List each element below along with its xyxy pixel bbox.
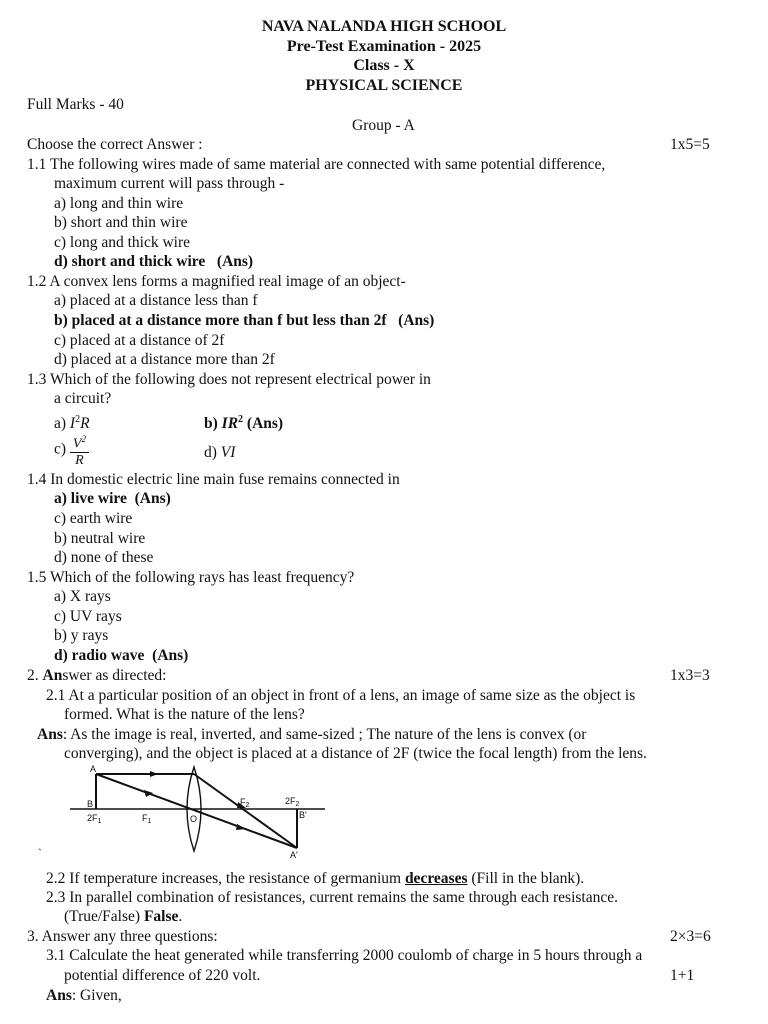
school-name: NAVA NALANDA HIGH SCHOOL bbox=[261, 18, 507, 35]
q2-3-prefix: (True/False) bbox=[64, 908, 144, 925]
q1-1-text: 1.1 The following wires made of same material are connected with same potential difference, bbox=[27, 156, 606, 173]
group-a-instruction: Choose the correct Answer : bbox=[27, 136, 203, 153]
q1-1-option-b: b) short and thin wire bbox=[54, 214, 188, 231]
q2-1-text: 2.1 At a particular position of an object in front of a lens, an image of same size as the object is bbox=[46, 687, 636, 704]
q1-2-ans-marker: (Ans) bbox=[398, 312, 435, 329]
q1-2-option-c: c) placed at a distance of 2f bbox=[54, 332, 225, 349]
q1-3-option-d-label: d) bbox=[204, 444, 217, 461]
ray-through-focus bbox=[194, 774, 297, 848]
q1-4-option-c: c) earth wire bbox=[54, 510, 133, 527]
q1-1-text-cont: maximum current will pass through - bbox=[54, 175, 285, 192]
label-f2-main: F bbox=[240, 797, 246, 807]
q1-3-option-a-tail: R bbox=[80, 415, 90, 433]
q1-1-option-d-text: d) short and thick wire bbox=[54, 253, 206, 270]
q2-1-answer bbox=[37, 725, 586, 744]
q1-3-option-a bbox=[54, 410, 90, 433]
section-2-heading bbox=[27, 666, 166, 685]
label-b-prime: B' bbox=[299, 810, 307, 820]
exam-title: Pre-Test Examination - 2025 bbox=[286, 38, 482, 55]
q3-1-text: 3.1 Calculate the heat generated while transferring 2000 coulomb of charge in 5 hours through a bbox=[46, 947, 643, 964]
section-3-heading: 3. Answer any three questions: bbox=[27, 928, 218, 945]
q1-5-option-d bbox=[54, 646, 188, 665]
arrowhead-centre-2 bbox=[236, 824, 246, 830]
q3-1-answer bbox=[46, 986, 122, 1005]
q1-3-option-c-fraction bbox=[70, 432, 89, 468]
q1-2-option-a: a) placed at a distance less than f bbox=[54, 292, 258, 309]
section-2-marks: 1x3=3 bbox=[670, 667, 710, 684]
lens-ray-diagram bbox=[70, 762, 330, 862]
label-f1-sub: 1 bbox=[147, 818, 152, 825]
q1-3-option-d bbox=[204, 443, 235, 462]
q2-1-ans-label: Ans bbox=[37, 726, 63, 743]
q2-3-answer: False bbox=[143, 908, 179, 925]
q1-5-option-a: a) X rays bbox=[54, 588, 111, 605]
group-label: Group - A bbox=[352, 117, 415, 134]
q1-1-option-a: a) long and thin wire bbox=[54, 195, 184, 212]
q2-3-text-cont bbox=[64, 907, 182, 926]
arrowhead-parallel bbox=[150, 771, 158, 777]
arrowhead-centre bbox=[144, 790, 153, 797]
label-2f2-main: 2F bbox=[285, 796, 296, 806]
label-2f1 bbox=[87, 813, 102, 825]
q1-1-option-d bbox=[54, 252, 253, 271]
q1-4-text: 1.4 In domestic electric line main fuse remains connected in bbox=[27, 471, 400, 488]
q2-1-ans-text: : As the image is real, inverted, and same-sized ; The nature of the lens is convex (or bbox=[62, 726, 587, 743]
q2-2-prefix: 2.2 If temperature increases, the resistance of germanium bbox=[46, 870, 405, 887]
section-2-heading-bold: An bbox=[42, 667, 63, 684]
section-2-heading-rest: swer as directed: bbox=[62, 667, 167, 684]
label-a: A bbox=[90, 764, 97, 774]
label-f2-sub: 2 bbox=[245, 802, 250, 809]
q1-4-option-a bbox=[54, 489, 171, 508]
q1-3-text: 1.3 Which of the following does not represent electrical power in bbox=[27, 371, 431, 388]
q1-4-option-b: b) neutral wire bbox=[54, 530, 146, 547]
q2-2-suffix: (Fill in the blank). bbox=[467, 870, 585, 887]
q1-1-ans-marker: (Ans) bbox=[216, 253, 254, 270]
q1-5-option-d-text: d) radio wave bbox=[54, 647, 145, 664]
class-label: Class - X bbox=[353, 57, 415, 74]
q3-1-marks: 1+1 bbox=[670, 967, 695, 984]
q1-3-option-b-exp: 2 bbox=[238, 414, 244, 425]
q1-4-option-d: d) none of these bbox=[54, 549, 154, 566]
label-a-prime: A' bbox=[290, 850, 298, 860]
label-f1 bbox=[142, 813, 152, 825]
q1-3-option-b-label: b) bbox=[204, 415, 218, 433]
q3-1-ans-text: : Given, bbox=[71, 987, 122, 1004]
q1-5-option-c: c) UV rays bbox=[54, 608, 122, 625]
q1-1-option-c: c) long and thick wire bbox=[54, 234, 191, 251]
q1-2-text: 1.2 A convex lens forms a magnified real image of an object- bbox=[27, 273, 406, 290]
q1-3-option-c-label: c) bbox=[54, 440, 67, 458]
q1-5-ans-marker: (Ans) bbox=[152, 647, 189, 664]
q2-3-text: 2.3 In parallel combination of resistances, current remains the same through each resistance. bbox=[46, 889, 618, 906]
group-a-marks: 1x5=5 bbox=[670, 136, 710, 153]
label-f1-main: F bbox=[142, 813, 148, 823]
stray-mark: ` bbox=[38, 846, 42, 860]
q1-3-option-d-value: VI bbox=[220, 444, 236, 461]
label-2f2-sub: 2 bbox=[295, 801, 300, 808]
label-2f1-main: 2F bbox=[87, 813, 98, 823]
q2-2-text bbox=[46, 869, 584, 888]
q1-3-text-cont: a circuit? bbox=[54, 390, 112, 407]
q1-3-option-a-base: I bbox=[69, 415, 76, 433]
q3-1-ans-label: Ans bbox=[46, 987, 72, 1004]
q1-4-option-a-text: a) live wire bbox=[54, 490, 127, 507]
label-2f1-sub: 1 bbox=[97, 818, 102, 825]
q1-3-option-c-denominator: R bbox=[75, 452, 84, 468]
q1-4-ans-marker: (Ans) bbox=[134, 490, 171, 507]
q1-5-text: 1.5 Which of the following rays has least frequency? bbox=[27, 569, 355, 586]
q1-3-option-c bbox=[54, 432, 89, 468]
q1-3-option-a-exp: 2 bbox=[75, 414, 81, 425]
label-o: O bbox=[190, 814, 198, 824]
q1-2-option-b-text: b) placed at a distance more than f but less than 2f bbox=[54, 312, 387, 329]
q1-3-option-b bbox=[204, 410, 283, 433]
q2-1-text-cont: formed. What is the nature of the lens? bbox=[64, 706, 305, 723]
q3-1-text-cont: potential difference of 220 volt. bbox=[64, 967, 261, 984]
q1-3-option-c-numerator: V bbox=[72, 436, 82, 452]
q2-2-answer: decreases bbox=[404, 870, 468, 887]
q2-3-period: . bbox=[178, 908, 183, 925]
q1-5-option-b: b) y rays bbox=[54, 627, 109, 644]
label-b: B bbox=[87, 799, 94, 809]
q2-1-answer-cont: converging), and the object is placed at a distance of 2F (twice the focal length) from the lens. bbox=[64, 745, 647, 762]
q1-3-option-a-label: a) bbox=[54, 415, 67, 433]
section-3-marks: 2×3=6 bbox=[670, 928, 711, 945]
q1-3-ans-marker: (Ans) bbox=[246, 415, 284, 433]
ray-through-centre bbox=[96, 774, 297, 848]
q1-2-option-d: d) placed at a distance more than 2f bbox=[54, 351, 275, 368]
section-2-number: 2. bbox=[27, 667, 43, 684]
q1-3-option-b-base: IR bbox=[221, 415, 239, 433]
subject-title: PHYSICAL SCIENCE bbox=[305, 77, 463, 94]
full-marks: Full Marks - 40 bbox=[27, 96, 124, 113]
label-2f2 bbox=[285, 796, 300, 808]
q1-2-option-b bbox=[54, 311, 434, 330]
q1-3-option-c-num-exp: 2 bbox=[81, 434, 86, 444]
